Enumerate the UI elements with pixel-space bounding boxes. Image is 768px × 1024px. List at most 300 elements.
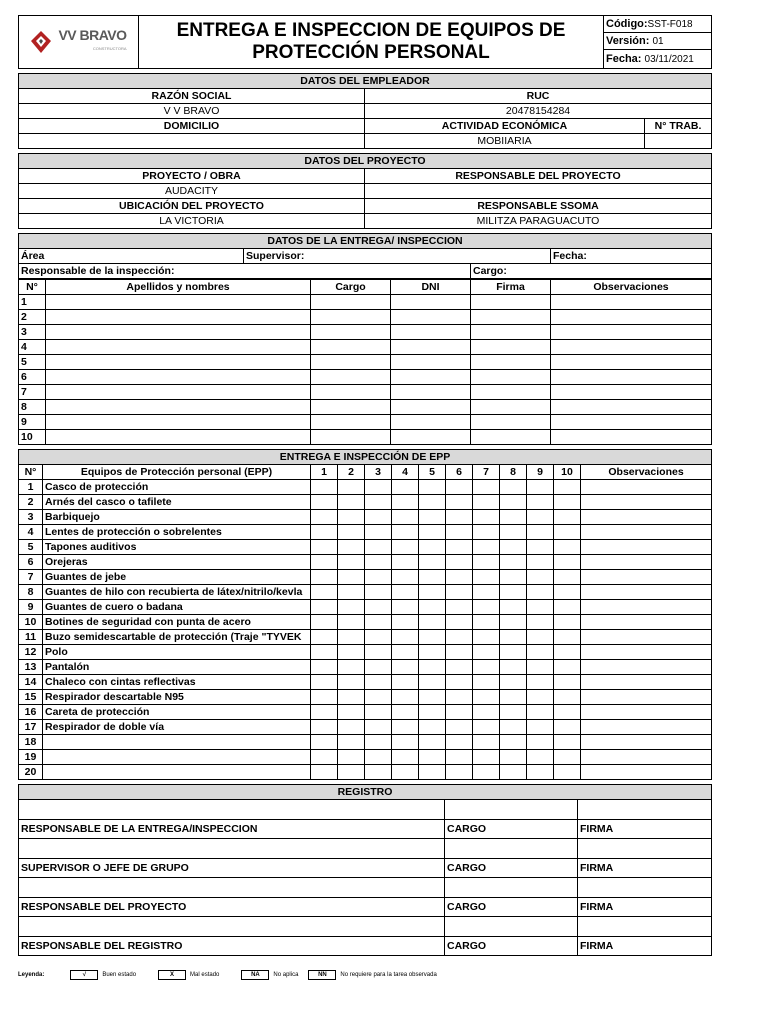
epp-check-cell[interactable]	[446, 690, 473, 705]
epp-check-cell[interactable]	[338, 510, 365, 525]
epp-observaciones-cell[interactable]	[581, 495, 712, 510]
epp-check-cell[interactable]	[365, 645, 392, 660]
epp-check-cell[interactable]	[554, 585, 581, 600]
epp-check-cell[interactable]	[500, 660, 527, 675]
worker-name-cell[interactable]	[46, 355, 311, 370]
registro-blank-cell[interactable]	[578, 839, 712, 859]
epp-check-cell[interactable]	[500, 540, 527, 555]
epp-check-cell[interactable]	[365, 660, 392, 675]
epp-check-cell[interactable]	[446, 510, 473, 525]
worker-firma-cell[interactable]	[471, 295, 551, 310]
epp-check-cell[interactable]	[446, 675, 473, 690]
epp-check-cell[interactable]	[527, 720, 554, 735]
epp-check-cell[interactable]	[311, 525, 338, 540]
epp-check-cell[interactable]	[392, 675, 419, 690]
epp-check-cell[interactable]	[311, 660, 338, 675]
epp-check-cell[interactable]	[473, 600, 500, 615]
epp-check-cell[interactable]	[527, 705, 554, 720]
epp-check-cell[interactable]	[473, 540, 500, 555]
epp-check-cell[interactable]	[311, 645, 338, 660]
worker-dni-cell[interactable]	[391, 355, 471, 370]
epp-check-cell[interactable]	[365, 600, 392, 615]
epp-check-cell[interactable]	[365, 720, 392, 735]
epp-check-cell[interactable]	[419, 570, 446, 585]
epp-check-cell[interactable]	[338, 660, 365, 675]
registro-blank-cell[interactable]	[578, 878, 712, 898]
epp-check-cell[interactable]	[311, 540, 338, 555]
epp-check-cell[interactable]	[365, 540, 392, 555]
epp-observaciones-cell[interactable]	[581, 615, 712, 630]
epp-check-cell[interactable]	[554, 555, 581, 570]
epp-observaciones-cell[interactable]	[581, 600, 712, 615]
razon-social-value[interactable]: V V BRAVO	[19, 104, 365, 119]
epp-check-cell[interactable]	[419, 510, 446, 525]
epp-check-cell[interactable]	[527, 630, 554, 645]
worker-observaciones-cell[interactable]	[551, 295, 712, 310]
worker-name-cell[interactable]	[46, 370, 311, 385]
epp-observaciones-cell[interactable]	[581, 720, 712, 735]
epp-check-cell[interactable]	[500, 615, 527, 630]
epp-check-cell[interactable]	[527, 600, 554, 615]
epp-check-cell[interactable]	[473, 705, 500, 720]
epp-check-cell[interactable]	[527, 540, 554, 555]
epp-check-cell[interactable]	[554, 480, 581, 495]
epp-check-cell[interactable]	[446, 495, 473, 510]
epp-check-cell[interactable]	[392, 600, 419, 615]
epp-check-cell[interactable]	[338, 750, 365, 765]
epp-observaciones-cell[interactable]	[581, 750, 712, 765]
worker-cargo-cell[interactable]	[311, 370, 391, 385]
epp-check-cell[interactable]	[392, 660, 419, 675]
epp-check-cell[interactable]	[392, 495, 419, 510]
worker-cargo-cell[interactable]	[311, 310, 391, 325]
responsable-proyecto-value[interactable]	[365, 184, 712, 199]
epp-row-number: 19	[19, 750, 43, 765]
epp-check-cell[interactable]	[419, 720, 446, 735]
epp-col-5: 5	[419, 465, 446, 480]
epp-observaciones-cell[interactable]	[581, 525, 712, 540]
epp-check-cell[interactable]	[419, 480, 446, 495]
epp-check-cell[interactable]	[311, 705, 338, 720]
epp-check-cell[interactable]	[446, 660, 473, 675]
registro-blank-cell[interactable]	[445, 917, 578, 937]
epp-check-cell[interactable]	[527, 735, 554, 750]
epp-check-cell[interactable]	[392, 750, 419, 765]
epp-check-cell[interactable]	[365, 495, 392, 510]
epp-check-cell[interactable]	[311, 690, 338, 705]
epp-check-cell[interactable]	[473, 555, 500, 570]
epp-check-cell[interactable]	[392, 570, 419, 585]
epp-check-cell[interactable]	[446, 705, 473, 720]
epp-observaciones-cell[interactable]	[581, 645, 712, 660]
epp-check-cell[interactable]	[311, 615, 338, 630]
epp-check-cell[interactable]	[527, 765, 554, 780]
epp-check-cell[interactable]	[311, 555, 338, 570]
epp-check-cell[interactable]	[311, 585, 338, 600]
epp-check-cell[interactable]	[419, 630, 446, 645]
epp-check-cell[interactable]	[392, 615, 419, 630]
epp-observaciones-cell[interactable]	[581, 705, 712, 720]
epp-check-cell[interactable]	[392, 525, 419, 540]
registro-blank-cell[interactable]	[19, 878, 445, 898]
epp-observaciones-cell[interactable]	[581, 735, 712, 750]
epp-check-cell[interactable]	[554, 705, 581, 720]
epp-check-cell[interactable]	[473, 480, 500, 495]
epp-check-cell[interactable]	[554, 570, 581, 585]
epp-check-cell[interactable]	[446, 585, 473, 600]
worker-name-cell[interactable]	[46, 295, 311, 310]
registro-blank-cell[interactable]	[445, 839, 578, 859]
epp-observaciones-cell[interactable]	[581, 540, 712, 555]
epp-check-cell[interactable]	[311, 495, 338, 510]
epp-check-cell[interactable]	[419, 660, 446, 675]
epp-check-cell[interactable]	[365, 510, 392, 525]
epp-check-cell[interactable]	[392, 510, 419, 525]
worker-name-cell[interactable]	[46, 430, 311, 445]
epp-check-cell[interactable]	[338, 705, 365, 720]
registro-blank-cell[interactable]	[578, 800, 712, 820]
epp-check-cell[interactable]	[554, 525, 581, 540]
epp-observaciones-cell[interactable]	[581, 585, 712, 600]
epp-check-cell[interactable]	[554, 660, 581, 675]
worker-dni-cell[interactable]	[391, 310, 471, 325]
epp-check-cell[interactable]	[500, 645, 527, 660]
epp-check-cell[interactable]	[365, 480, 392, 495]
epp-check-cell[interactable]	[500, 525, 527, 540]
worker-cargo-cell[interactable]	[311, 340, 391, 355]
actividad-value[interactable]: MOBIIARIA	[365, 134, 645, 149]
epp-check-cell[interactable]	[527, 675, 554, 690]
epp-check-cell[interactable]	[419, 705, 446, 720]
registro-blank-cell[interactable]	[445, 878, 578, 898]
domicilio-value[interactable]	[19, 134, 365, 149]
epp-check-cell[interactable]	[473, 495, 500, 510]
epp-check-cell[interactable]	[338, 540, 365, 555]
epp-check-cell[interactable]	[527, 510, 554, 525]
epp-check-cell[interactable]	[473, 570, 500, 585]
epp-check-cell[interactable]	[338, 555, 365, 570]
epp-check-cell[interactable]	[392, 690, 419, 705]
epp-observaciones-cell[interactable]	[581, 510, 712, 525]
epp-check-cell[interactable]	[311, 720, 338, 735]
epp-check-cell[interactable]	[419, 615, 446, 630]
epp-check-cell[interactable]	[338, 720, 365, 735]
trabajadores-value[interactable]	[645, 134, 712, 149]
epp-observaciones-cell[interactable]	[581, 555, 712, 570]
epp-check-cell[interactable]	[338, 675, 365, 690]
epp-check-cell[interactable]	[500, 630, 527, 645]
epp-check-cell[interactable]	[338, 495, 365, 510]
epp-check-cell[interactable]	[311, 765, 338, 780]
epp-check-cell[interactable]	[527, 585, 554, 600]
epp-check-cell[interactable]	[473, 615, 500, 630]
epp-check-cell[interactable]	[554, 645, 581, 660]
epp-check-cell[interactable]	[473, 690, 500, 705]
epp-check-cell[interactable]	[527, 495, 554, 510]
epp-check-cell[interactable]	[446, 525, 473, 540]
epp-check-cell[interactable]	[554, 540, 581, 555]
worker-cargo-cell[interactable]	[311, 295, 391, 310]
worker-cargo-cell[interactable]	[311, 415, 391, 430]
epp-check-cell[interactable]	[365, 615, 392, 630]
epp-check-cell[interactable]	[419, 495, 446, 510]
epp-check-cell[interactable]	[365, 675, 392, 690]
worker-dni-cell[interactable]	[391, 430, 471, 445]
epp-check-cell[interactable]	[338, 570, 365, 585]
epp-check-cell[interactable]	[446, 540, 473, 555]
worker-name-cell[interactable]	[46, 400, 311, 415]
worker-observaciones-cell[interactable]	[551, 325, 712, 340]
epp-check-cell[interactable]	[554, 615, 581, 630]
ruc-value[interactable]: 20478154284	[365, 104, 712, 119]
cargo-inspeccion-label[interactable]: Cargo:	[471, 264, 712, 279]
worker-observaciones-cell[interactable]	[551, 355, 712, 370]
epp-check-cell[interactable]	[365, 735, 392, 750]
epp-check-cell[interactable]	[446, 570, 473, 585]
epp-check-cell[interactable]	[419, 555, 446, 570]
epp-check-cell[interactable]	[473, 675, 500, 690]
epp-check-cell[interactable]	[392, 630, 419, 645]
epp-observaciones-cell[interactable]	[581, 480, 712, 495]
epp-check-cell[interactable]	[554, 510, 581, 525]
epp-check-cell[interactable]	[500, 510, 527, 525]
epp-check-cell[interactable]	[473, 750, 500, 765]
epp-check-cell[interactable]	[554, 720, 581, 735]
epp-observaciones-cell[interactable]	[581, 630, 712, 645]
worker-dni-cell[interactable]	[391, 295, 471, 310]
epp-check-cell[interactable]	[446, 480, 473, 495]
worker-firma-cell[interactable]	[471, 370, 551, 385]
epp-check-cell[interactable]	[392, 555, 419, 570]
epp-check-cell[interactable]	[392, 765, 419, 780]
epp-check-cell[interactable]	[365, 570, 392, 585]
worker-firma-cell[interactable]	[471, 415, 551, 430]
epp-check-cell[interactable]	[338, 525, 365, 540]
epp-check-cell[interactable]	[554, 495, 581, 510]
epp-check-cell[interactable]	[500, 570, 527, 585]
responsable-inspeccion-label[interactable]: Responsable de la inspección:	[19, 264, 471, 279]
epp-check-cell[interactable]	[554, 630, 581, 645]
epp-row	[19, 510, 712, 525]
epp-check-cell[interactable]	[500, 750, 527, 765]
epp-check-cell[interactable]	[311, 510, 338, 525]
epp-check-cell[interactable]	[527, 690, 554, 705]
epp-check-cell[interactable]	[365, 765, 392, 780]
worker-observaciones-cell[interactable]	[551, 340, 712, 355]
epp-check-cell[interactable]	[338, 585, 365, 600]
worker-cargo-cell[interactable]	[311, 400, 391, 415]
epp-check-cell[interactable]	[500, 480, 527, 495]
epp-check-cell[interactable]	[446, 645, 473, 660]
worker-firma-cell[interactable]	[471, 385, 551, 400]
epp-check-cell[interactable]	[392, 585, 419, 600]
epp-check-cell[interactable]	[554, 750, 581, 765]
epp-check-cell[interactable]	[419, 750, 446, 765]
epp-check-cell[interactable]	[365, 630, 392, 645]
registro-blank-cell[interactable]	[19, 800, 445, 820]
epp-check-cell[interactable]	[392, 480, 419, 495]
worker-observaciones-cell[interactable]	[551, 385, 712, 400]
epp-check-cell[interactable]	[446, 555, 473, 570]
epp-check-cell[interactable]	[365, 750, 392, 765]
epp-check-cell[interactable]	[527, 615, 554, 630]
epp-check-cell[interactable]	[338, 600, 365, 615]
epp-observaciones-cell[interactable]	[581, 675, 712, 690]
worker-cargo-cell[interactable]	[311, 355, 391, 370]
registro-blank-cell[interactable]	[445, 800, 578, 820]
worker-dni-cell[interactable]	[391, 415, 471, 430]
epp-check-cell[interactable]	[473, 720, 500, 735]
worker-firma-cell[interactable]	[471, 325, 551, 340]
epp-check-cell[interactable]	[446, 720, 473, 735]
epp-check-cell[interactable]	[311, 480, 338, 495]
epp-check-cell[interactable]	[473, 525, 500, 540]
epp-check-cell[interactable]	[473, 510, 500, 525]
epp-check-cell[interactable]	[473, 630, 500, 645]
epp-check-cell[interactable]	[392, 645, 419, 660]
epp-check-cell[interactable]	[446, 615, 473, 630]
epp-observaciones-cell[interactable]	[581, 570, 712, 585]
epp-check-cell[interactable]	[419, 735, 446, 750]
epp-check-cell[interactable]	[500, 690, 527, 705]
worker-dni-cell[interactable]	[391, 340, 471, 355]
epp-check-cell[interactable]	[500, 675, 527, 690]
worker-observaciones-cell[interactable]	[551, 370, 712, 385]
epp-check-cell[interactable]	[473, 660, 500, 675]
worker-firma-cell[interactable]	[471, 400, 551, 415]
epp-check-cell[interactable]	[527, 645, 554, 660]
epp-check-cell[interactable]	[365, 555, 392, 570]
epp-check-cell[interactable]	[500, 735, 527, 750]
obra-value[interactable]: AUDACITY	[19, 184, 365, 199]
epp-check-cell[interactable]	[311, 735, 338, 750]
epp-check-cell[interactable]	[338, 480, 365, 495]
worker-firma-cell[interactable]	[471, 430, 551, 445]
epp-check-cell[interactable]	[392, 735, 419, 750]
epp-check-cell[interactable]	[392, 720, 419, 735]
supervisor-label[interactable]: Supervisor:	[244, 249, 551, 264]
epp-check-cell[interactable]	[419, 585, 446, 600]
epp-check-cell[interactable]	[446, 750, 473, 765]
epp-check-cell[interactable]	[527, 750, 554, 765]
epp-check-cell[interactable]	[311, 750, 338, 765]
epp-check-cell[interactable]	[527, 570, 554, 585]
epp-check-cell[interactable]	[500, 600, 527, 615]
area-label[interactable]: Área	[19, 249, 244, 264]
epp-check-cell[interactable]	[419, 675, 446, 690]
epp-check-cell[interactable]	[338, 765, 365, 780]
epp-check-cell[interactable]	[554, 735, 581, 750]
epp-check-cell[interactable]	[311, 630, 338, 645]
epp-observaciones-cell[interactable]	[581, 690, 712, 705]
epp-check-cell[interactable]	[419, 690, 446, 705]
epp-check-cell[interactable]	[338, 690, 365, 705]
epp-check-cell[interactable]	[473, 765, 500, 780]
worker-firma-cell[interactable]	[471, 340, 551, 355]
epp-check-cell[interactable]	[527, 480, 554, 495]
epp-check-cell[interactable]	[446, 765, 473, 780]
epp-check-cell[interactable]	[311, 570, 338, 585]
epp-item-name: Arnés del casco o tafilete	[43, 495, 311, 510]
epp-check-cell[interactable]	[365, 705, 392, 720]
epp-check-cell[interactable]	[419, 525, 446, 540]
epp-check-cell[interactable]	[419, 765, 446, 780]
epp-check-cell[interactable]	[338, 645, 365, 660]
epp-check-cell[interactable]	[419, 645, 446, 660]
worker-name-cell[interactable]	[46, 340, 311, 355]
epp-check-cell[interactable]	[473, 735, 500, 750]
epp-check-cell[interactable]	[338, 735, 365, 750]
worker-name-cell[interactable]	[46, 385, 311, 400]
epp-check-cell[interactable]	[392, 540, 419, 555]
epp-check-cell[interactable]	[500, 495, 527, 510]
epp-observaciones-cell[interactable]	[581, 660, 712, 675]
worker-name-cell[interactable]	[46, 310, 311, 325]
registro-blank-cell[interactable]	[19, 839, 445, 859]
epp-check-cell[interactable]	[446, 735, 473, 750]
epp-check-cell[interactable]	[392, 705, 419, 720]
epp-check-cell[interactable]	[419, 540, 446, 555]
worker-dni-cell[interactable]	[391, 325, 471, 340]
epp-observaciones-cell[interactable]	[581, 765, 712, 780]
epp-check-cell[interactable]	[554, 600, 581, 615]
registro-blank-cell[interactable]	[19, 917, 445, 937]
epp-check-cell[interactable]	[500, 720, 527, 735]
worker-cargo-cell[interactable]	[311, 430, 391, 445]
epp-check-cell[interactable]	[365, 690, 392, 705]
epp-check-cell[interactable]	[338, 615, 365, 630]
epp-check-cell[interactable]	[554, 675, 581, 690]
epp-check-cell[interactable]	[500, 585, 527, 600]
epp-check-cell[interactable]	[365, 525, 392, 540]
registro-blank-cell[interactable]	[578, 917, 712, 937]
epp-check-cell[interactable]	[500, 705, 527, 720]
ssoma-value[interactable]: MILITZA PARAGUACUTO	[365, 214, 712, 229]
worker-dni-cell[interactable]	[391, 370, 471, 385]
worker-name-cell[interactable]	[46, 325, 311, 340]
epp-check-cell[interactable]	[554, 765, 581, 780]
epp-check-cell[interactable]	[419, 600, 446, 615]
worker-name-cell[interactable]	[46, 415, 311, 430]
worker-dni-cell[interactable]	[391, 400, 471, 415]
worker-cargo-cell[interactable]	[311, 385, 391, 400]
epp-check-cell[interactable]	[527, 525, 554, 540]
epp-check-cell[interactable]	[527, 555, 554, 570]
epp-check-cell[interactable]	[554, 690, 581, 705]
worker-observaciones-cell[interactable]	[551, 310, 712, 325]
epp-check-cell[interactable]	[473, 585, 500, 600]
worker-firma-cell[interactable]	[471, 355, 551, 370]
epp-check-cell[interactable]	[473, 645, 500, 660]
epp-check-cell[interactable]	[338, 630, 365, 645]
epp-check-cell[interactable]	[500, 765, 527, 780]
ubicacion-value[interactable]: LA VICTORIA	[19, 214, 365, 229]
epp-check-cell[interactable]	[446, 600, 473, 615]
worker-observaciones-cell[interactable]	[551, 415, 712, 430]
worker-firma-cell[interactable]	[471, 310, 551, 325]
worker-observaciones-cell[interactable]	[551, 400, 712, 415]
epp-check-cell[interactable]	[311, 600, 338, 615]
worker-dni-cell[interactable]	[391, 385, 471, 400]
worker-observaciones-cell[interactable]	[551, 430, 712, 445]
epp-check-cell[interactable]	[446, 630, 473, 645]
epp-check-cell[interactable]	[365, 585, 392, 600]
epp-check-cell[interactable]	[527, 660, 554, 675]
epp-check-cell[interactable]	[311, 675, 338, 690]
fecha-entrega-label[interactable]: Fecha:	[551, 249, 712, 264]
epp-check-cell[interactable]	[500, 555, 527, 570]
worker-cargo-cell[interactable]	[311, 325, 391, 340]
